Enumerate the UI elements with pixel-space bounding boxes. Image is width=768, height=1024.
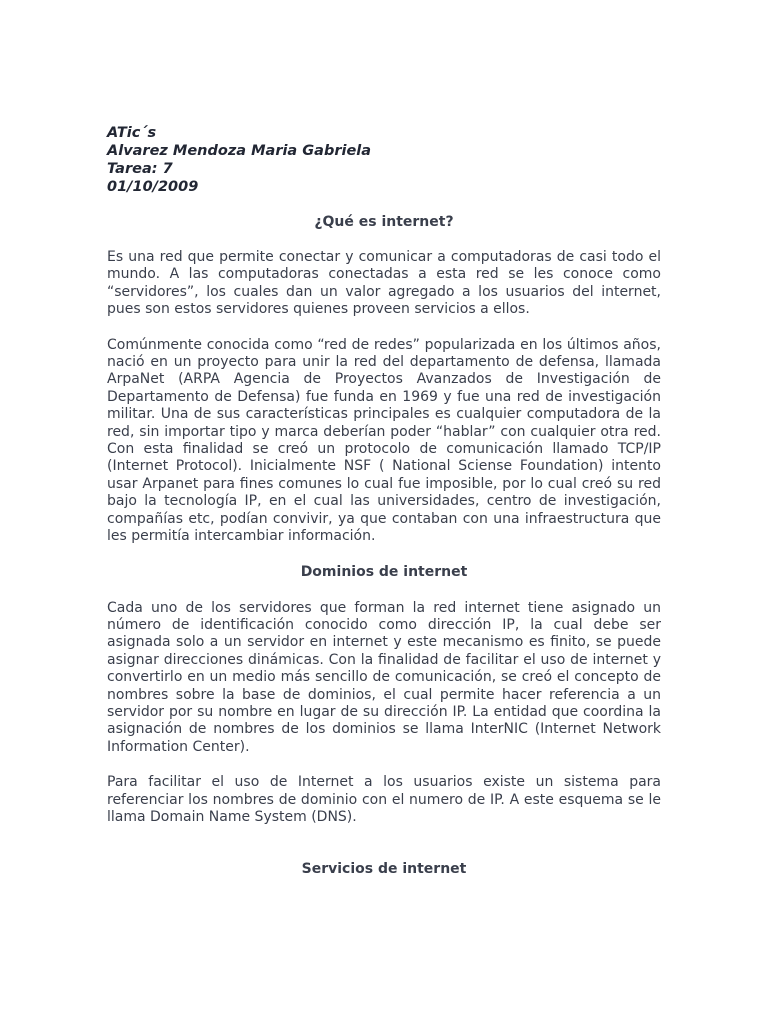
paragraph-ip-domains: Cada uno de los servidores que forman la red internet tiene asignado un número de identificación conocido como dirección IP, la cual debe ser asignada solo a un servidor en internet y este mecanismo es finito, se puede asignar direcciones dinámicas. Con la finalidad de facilitar el uso de internet y convertirlo en un medio más sencillo de comunicación, se creó el concepto de nombres sobre la base de dominios, el cual permite hacer referencia a un servidor por su nombre en lugar de su dirección IP. La entidad que coordina la asignación de nombres de los dominios se llama InterNIC (Internet Network Information Center). [107, 599, 661, 755]
document-header [107, 124, 661, 196]
paragraph-dns: Para facilitar el uso de Internet a los usuarios existe un sistema para referenciar los nombres de dominio con el numero de IP. A este esquema se le llama Domain Name System (DNS). [107, 774, 661, 825]
section-heading-servicios: Servicios de internet [301, 861, 467, 878]
paragraph-history: Comúnmente conocida como “red de redes” popularizada en los últimos años, nació en un proyecto para unir la red del departamento de defensa, llamada ArpaNet (ARPA Agencia de Proyectos Avanzados de Investigación de Departamento de Defensa) fue funda en 1969 y fue una red de investigación militar. Una de sus características principales es cualquier computadora de la red, sin importar tipo y marca deberían poder “hablar” con cualquier otra red. Con esta finalidad se creó un protocolo de comunicación llamado TCP/IP (Internet Protocol). Inicialmente NSF ( National Sciense Foundation) intento usar Arpanet para fines comunes lo cual fue imposible, por lo cual creó su red bajo la tecnología IP, en el cual las universidades, centro de investigación, compañías etc, podían convivir, ya que contaban con una infraestructura que les permitía intercambiar información. [107, 336, 661, 545]
assignment-number: Tarea: 7 [107, 161, 173, 177]
section-heading-dominios: Dominios de internet [300, 563, 468, 580]
document-page [107, 124, 661, 878]
document-date: 01/10/2009 [107, 179, 199, 195]
course-name: ATic´s [107, 125, 157, 141]
paragraph-definition: Es una red que permite conectar y comunicar a computadoras de casi todo el mundo. A las computadoras conectadas a esta red se les conoce como “servidores”, los cuales dan un valor agregado a los usuarios del internet, pues son estos servidores quienes proveen servicios a ellos. [107, 249, 661, 318]
section-heading-que-es-internet: ¿Qué es internet? [314, 214, 454, 230]
student-name: Alvarez Mendoza Maria Gabriela [107, 143, 372, 159]
